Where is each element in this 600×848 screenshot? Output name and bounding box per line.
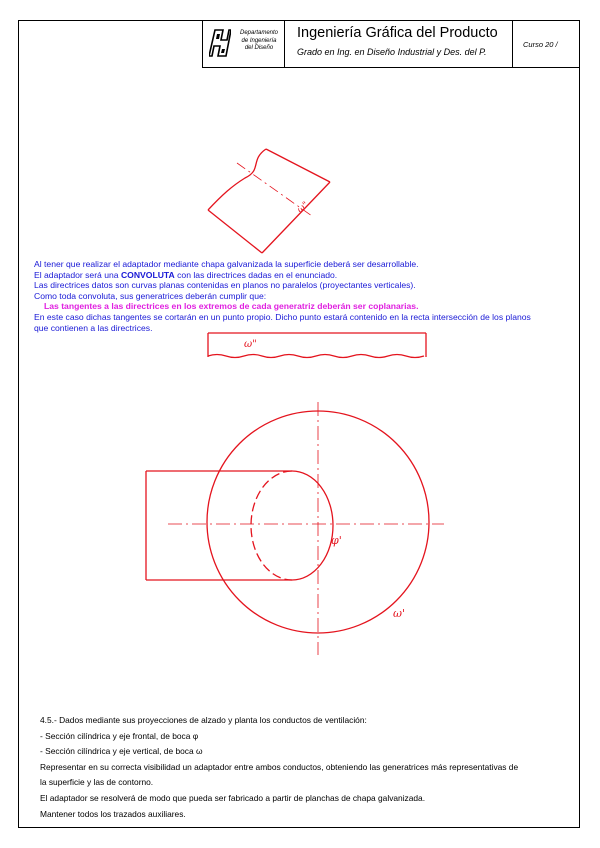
explanation-highlight: Las tangentes a las directrices en los extremos de cada generatriz deberán ser coplanarias. bbox=[44, 301, 419, 312]
statement-title: 4.5.- Dados mediante sus proyecciones de alzado y planta los conductos de ventilación: bbox=[40, 715, 367, 725]
elevation-band bbox=[208, 333, 426, 358]
statement-line-2: la superficie y las de contorno. bbox=[40, 777, 154, 788]
explanation-line-2-post: con las directrices dadas en el enunciado. bbox=[174, 269, 338, 280]
label-omega-plan: ω' bbox=[393, 607, 405, 620]
cylinder-outline-bottom bbox=[208, 210, 262, 253]
cylinder-break-curve bbox=[208, 149, 266, 210]
statement-item-2: - Sección cilíndrica y eje vertical, de boca ω bbox=[40, 746, 203, 757]
statement-line-1: Representar en su correcta visibilidad un adaptador entre ambos conductos, obteniendo las generatrices más representativas de bbox=[40, 761, 519, 772]
explanation-line-6: que contienen a las directrices. bbox=[34, 322, 153, 333]
logo-line-1: Departamento bbox=[239, 30, 279, 36]
band-break-wave bbox=[208, 355, 424, 358]
explanation-line-3: Las directrices datos son curvas planas contenidas en planos no paralelos (proyectantes verticales). bbox=[34, 280, 416, 291]
elevation-cylinder bbox=[208, 149, 330, 253]
statement-line-3: El adaptador se resolverá de modo que pueda ser fabricado a partir de planchas de chapa galvanizada. bbox=[40, 792, 426, 803]
plan-cylinder-visible-arc bbox=[292, 471, 333, 580]
label-phi-plan: φ' bbox=[331, 534, 342, 547]
plan-cylinder-hidden-arc bbox=[251, 471, 292, 580]
cylinder-cut-end bbox=[262, 182, 330, 253]
label-omega-band: ω" bbox=[244, 339, 257, 350]
document-subtitle: Grado en Ing. en Diseño Industrial y Des. del P. bbox=[297, 47, 487, 57]
exercise-statement bbox=[40, 713, 560, 822]
explanation-line-5: En este caso dichas tangentes se cortarán en un punto propio. Dicho punto estará contenido en la recta intersección de los planos bbox=[34, 311, 531, 322]
explanation-notes bbox=[34, 259, 554, 333]
statement-item-1: - Sección cilíndrica y eje frontal, de boca φ bbox=[40, 730, 199, 741]
explanation-line-4: Como toda convoluta, sus generatrices deberán cumplir que: bbox=[34, 290, 267, 301]
explanation-line-2-pre: El adaptador será una bbox=[34, 269, 121, 280]
document-title: Ingeniería Gráfica del Producto bbox=[297, 25, 498, 41]
cylinder-outline-top bbox=[266, 149, 330, 182]
explanation-line-2 bbox=[34, 270, 554, 281]
statement-line-4: Mantener todos los trazados auxiliares. bbox=[40, 808, 186, 819]
explanation-line-1: Al tener que realizar el adaptador mediante chapa galvanizada la superficie deberá ser desarrollable. bbox=[34, 259, 419, 269]
logo-line-2: de Ingeniería bbox=[241, 37, 277, 44]
logo-line-3: del Diseño bbox=[244, 45, 274, 51]
explanation-convoluta: CONVOLUTA bbox=[120, 269, 175, 280]
course-label: Curso 20 / bbox=[523, 40, 558, 49]
label-omega-elevation: ω" bbox=[295, 200, 311, 216]
